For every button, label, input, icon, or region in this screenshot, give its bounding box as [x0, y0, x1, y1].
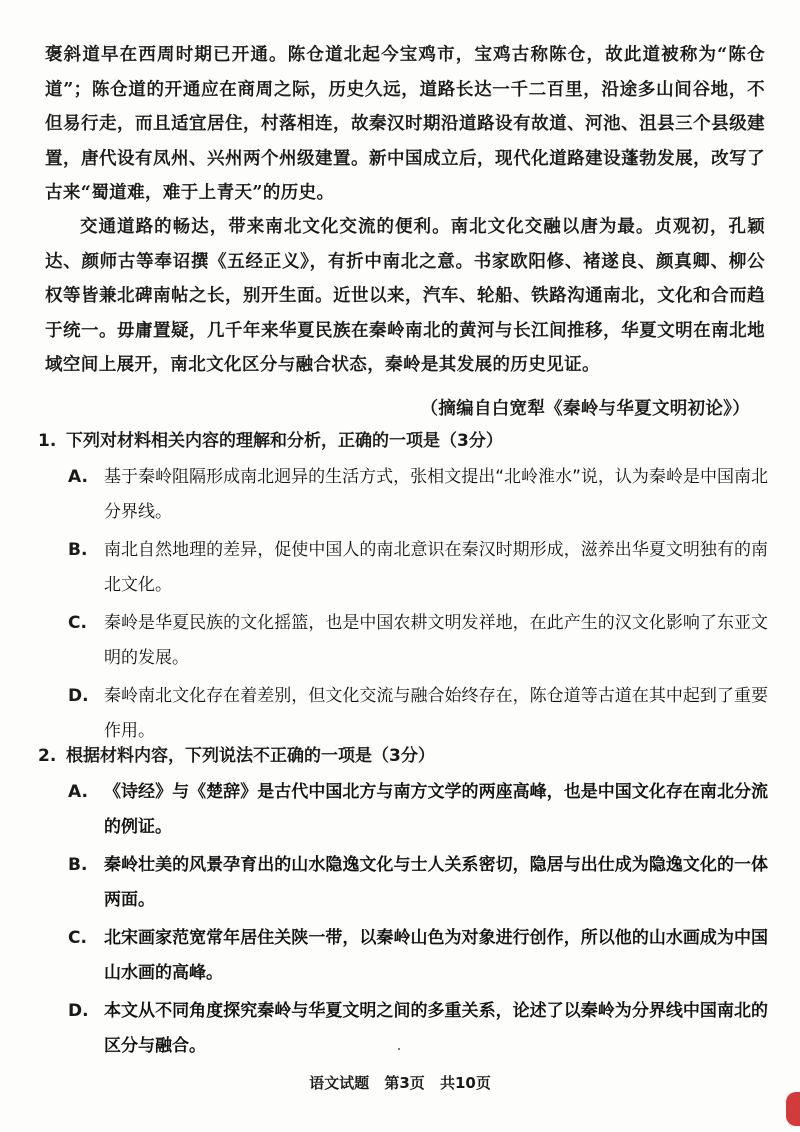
passage-source: （摘编自白宽犁《秦岭与华夏文明初论》） [420, 399, 750, 419]
option-b [38, 533, 768, 603]
passage-text: 交通道路的畅达，带来南北文化交流的便利。南北文化交融以唐为最。贞观初，孔颖达、颜师古等奉诏撰《五经正义》，有折中南北之意。书家欧阳修、褚遂良、颜真卿、柳公权等皆兼北碑南帖之长，别开生面。近世以来，汽车、轮船、铁路沟通南北，文化和合而趋于统一。毋庸置疑，几千年来华夏民族在秦岭南北的黄河与长江间推移，华夏文明在南北地域空间上展开，南北文化区分与融合状态，秦岭是其发展的历史见证。 [45, 217, 765, 375]
option-text: 《诗经》与《楚辞》是古代中国北方与南方文学的两座高峰，也是中国文化存在南北分流的例证。 [104, 782, 768, 837]
option-letter: A. [68, 782, 88, 802]
question-text: 根据材料内容，下列说法不正确的一项是（3分） [66, 746, 435, 766]
question-number: 2. [38, 746, 57, 766]
option-text: 基于秦岭阻隔形成南北迥异的生活方式，张相文提出“北岭淮水”说，认为秦岭是中国南北分界线。 [104, 467, 768, 522]
question-stem [38, 739, 768, 773]
option-a [38, 775, 768, 845]
option-letter: B. [68, 855, 88, 875]
option-a [38, 460, 768, 530]
option-letter: D. [68, 1001, 89, 1021]
option-letter: B. [68, 540, 88, 560]
question-text: 下列对材料相关内容的理解和分析，正确的一项是（3分） [66, 431, 503, 451]
question-stem [38, 424, 768, 458]
option-text: 本文从不同角度探究秦岭与华夏文明之间的多重关系，论述了以秦岭为分界线中国南北的区分与融合。 [104, 1001, 768, 1056]
stray-dot [398, 1048, 400, 1050]
page-footer: 语文试题 第3页 共10页 [309, 1074, 491, 1092]
passage-paragraph-2 [45, 210, 765, 383]
option-b [38, 848, 768, 918]
question-2 [38, 739, 768, 1067]
corner-mark [786, 1092, 800, 1126]
option-text: 秦岭南北文化存在着差别，但文化交流与融合始终存在，陈仓道等古道在其中起到了重要作用。 [104, 686, 768, 741]
option-text: 南北自然地理的差异，促使中国人的南北意识在秦汉时期形成，滋养出华夏文明独有的南北文化。 [104, 540, 768, 595]
option-letter: A. [68, 467, 88, 487]
question-1 [38, 424, 768, 752]
question-number: 1. [38, 431, 57, 451]
option-c [38, 921, 768, 991]
option-letter: D. [68, 686, 89, 706]
option-letter: C. [68, 928, 87, 948]
option-text: 秦岭是华夏民族的文化摇篮，也是中国农耕文明发祥地，在此产生的汉文化影响了东亚文明的发展。 [104, 613, 768, 668]
option-text: 北宋画家范宽常年居住关陕一带，以秦岭山色为对象进行创作，所以他的山水画成为中国山水画的高峰。 [104, 928, 768, 983]
option-c [38, 606, 768, 676]
passage-paragraph-1 [45, 38, 765, 211]
option-text: 秦岭壮美的风景孕育出的山水隐逸文化与士人关系密切，隐居与出仕成为隐逸文化的一体两面。 [104, 855, 768, 910]
option-d [38, 994, 768, 1064]
option-letter: C. [68, 613, 87, 633]
passage-text: 褒斜道早在西周时期已开通。陈仓道北起今宝鸡市，宝鸡古称陈仓，故此道被称为“陈仓道”；陈仓道的开通应在商周之际，历史久远，道路长达一千二百里，沿途多山间谷地，不但易行走，而且适宜居住，村落相连，故秦汉时期沿道路设有故道、河池、沮县三个县级建置，唐代设有凤州、兴州两个州级建置。新中国成立后，现代化道路建设蓬勃发展，改写了古来“蜀道难，难于上青天”的历史。 [45, 45, 765, 203]
